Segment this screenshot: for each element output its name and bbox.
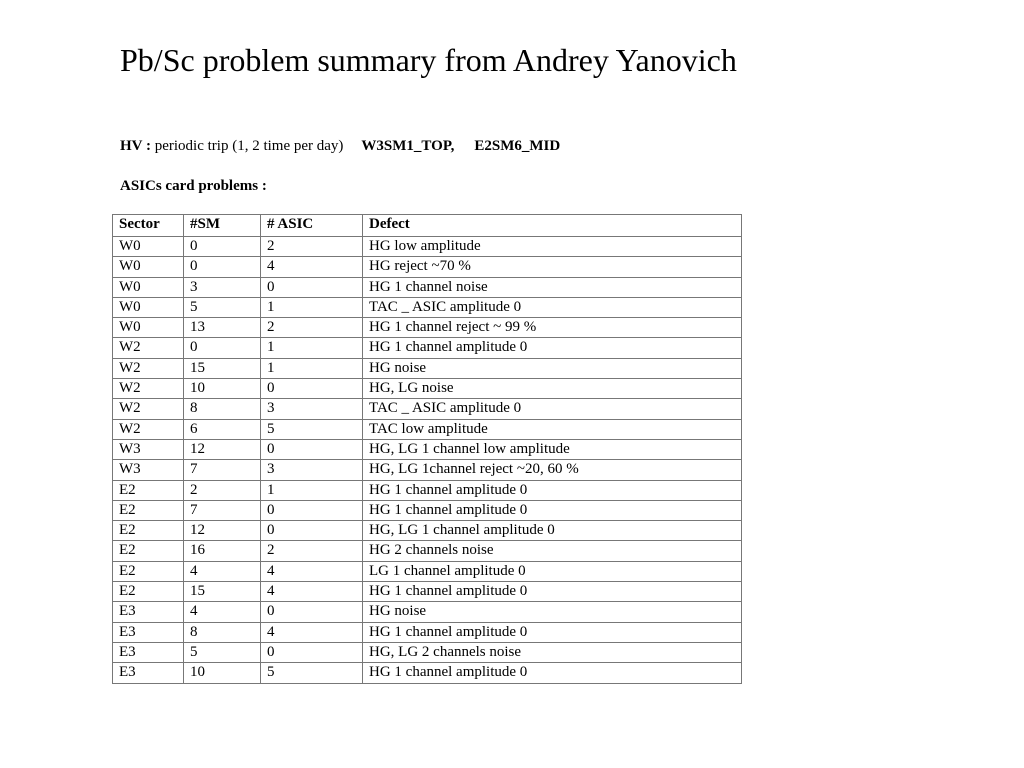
cell-asic: 0: [261, 379, 363, 399]
table-header-row: [113, 215, 742, 237]
cell-sm: 0: [184, 257, 261, 277]
cell-sector: E2: [113, 521, 184, 541]
cell-defect: HG 1 channel amplitude 0: [363, 663, 742, 683]
cell-asic: 3: [261, 460, 363, 480]
table-row: [113, 439, 742, 459]
asic-heading: ASICs card problems :: [120, 178, 267, 194]
cell-asic: 4: [261, 582, 363, 602]
cell-defect: HG noise: [363, 358, 742, 378]
table-row: [113, 379, 742, 399]
cell-sm: 10: [184, 379, 261, 399]
cell-sm: 12: [184, 521, 261, 541]
cell-sector: W3: [113, 439, 184, 459]
cell-sector: E2: [113, 561, 184, 581]
table-row: [113, 561, 742, 581]
cell-sm: 13: [184, 318, 261, 338]
cell-sm: 2: [184, 480, 261, 500]
hv-line: [120, 136, 560, 156]
cell-defect: HG low amplitude: [363, 237, 742, 257]
hv-description: periodic trip (1, 2 time per day): [154, 138, 344, 154]
cell-asic: 0: [261, 521, 363, 541]
cell-defect: HG, LG 1 channel amplitude 0: [363, 521, 742, 541]
cell-sm: 0: [184, 237, 261, 257]
cell-sm: 8: [184, 622, 261, 642]
table-row: [113, 541, 742, 561]
cell-sector: W0: [113, 237, 184, 257]
table-row: [113, 521, 742, 541]
cell-sm: 3: [184, 277, 261, 297]
cell-sector: E3: [113, 663, 184, 683]
table-row: [113, 622, 742, 642]
cell-sm: 15: [184, 582, 261, 602]
table-row: [113, 318, 742, 338]
cell-asic: 1: [261, 358, 363, 378]
cell-defect: HG 1 channel amplitude 0: [363, 338, 742, 358]
hv-module-2: E2SM6_MID: [474, 138, 561, 154]
cell-sm: 7: [184, 500, 261, 520]
cell-sm: 4: [184, 602, 261, 622]
cell-asic: 1: [261, 338, 363, 358]
cell-defect: HG noise: [363, 602, 742, 622]
cell-asic: 3: [261, 399, 363, 419]
cell-defect: TAC _ ASIC amplitude 0: [363, 297, 742, 317]
cell-defect: TAC low amplitude: [363, 419, 742, 439]
cell-asic: 1: [261, 480, 363, 500]
asic-problems-table: [112, 214, 742, 684]
cell-defect: HG, LG 1channel reject ~20, 60 %: [363, 460, 742, 480]
cell-sector: W3: [113, 460, 184, 480]
cell-asic: 0: [261, 602, 363, 622]
table-row: [113, 338, 742, 358]
header-asic: # ASIC: [261, 215, 363, 237]
cell-defect: HG 2 channels noise: [363, 541, 742, 561]
cell-sector: W2: [113, 399, 184, 419]
cell-asic: 2: [261, 318, 363, 338]
cell-sector: E2: [113, 582, 184, 602]
table-row: [113, 460, 742, 480]
table-row: [113, 419, 742, 439]
cell-sector: E2: [113, 480, 184, 500]
cell-sm: 15: [184, 358, 261, 378]
cell-sector: E2: [113, 500, 184, 520]
table-row: [113, 297, 742, 317]
cell-asic: 5: [261, 663, 363, 683]
cell-sm: 5: [184, 642, 261, 662]
cell-sm: 7: [184, 460, 261, 480]
hv-module-1: W3SM1_TOP,: [361, 138, 455, 154]
cell-defect: HG, LG 2 channels noise: [363, 642, 742, 662]
cell-defect: LG 1 channel amplitude 0: [363, 561, 742, 581]
header-sm: #SM: [184, 215, 261, 237]
cell-asic: 2: [261, 541, 363, 561]
cell-sector: W2: [113, 419, 184, 439]
table-row: [113, 500, 742, 520]
page-title: Pb/Sc problem summary from Andrey Yanovich: [120, 42, 737, 78]
cell-defect: HG 1 channel amplitude 0: [363, 582, 742, 602]
hv-label: HV :: [120, 138, 151, 154]
cell-asic: 0: [261, 439, 363, 459]
cell-asic: 0: [261, 642, 363, 662]
cell-defect: HG reject ~70 %: [363, 257, 742, 277]
table-row: [113, 582, 742, 602]
cell-sector: E3: [113, 602, 184, 622]
cell-asic: 4: [261, 622, 363, 642]
cell-asic: 1: [261, 297, 363, 317]
table-row: [113, 642, 742, 662]
cell-sector: E3: [113, 622, 184, 642]
cell-sm: 6: [184, 419, 261, 439]
cell-asic: 0: [261, 500, 363, 520]
cell-asic: 4: [261, 561, 363, 581]
cell-sm: 5: [184, 297, 261, 317]
table-row: [113, 663, 742, 683]
cell-sector: E3: [113, 642, 184, 662]
cell-sector: W0: [113, 318, 184, 338]
header-defect: Defect: [363, 215, 742, 237]
table-row: [113, 277, 742, 297]
table-row: [113, 602, 742, 622]
cell-sm: 10: [184, 663, 261, 683]
table-row: [113, 257, 742, 277]
cell-sm: 8: [184, 399, 261, 419]
cell-defect: TAC _ ASIC amplitude 0: [363, 399, 742, 419]
cell-sm: 0: [184, 338, 261, 358]
cell-defect: HG 1 channel amplitude 0: [363, 622, 742, 642]
cell-asic: 2: [261, 237, 363, 257]
table-row: [113, 399, 742, 419]
cell-defect: HG 1 channel noise: [363, 277, 742, 297]
cell-asic: 5: [261, 419, 363, 439]
cell-sector: W2: [113, 338, 184, 358]
table-row: [113, 237, 742, 257]
cell-defect: HG, LG 1 channel low amplitude: [363, 439, 742, 459]
table-row: [113, 480, 742, 500]
cell-sector: W2: [113, 358, 184, 378]
cell-sector: W0: [113, 277, 184, 297]
cell-defect: HG 1 channel amplitude 0: [363, 480, 742, 500]
cell-sector: E2: [113, 541, 184, 561]
cell-sector: W0: [113, 297, 184, 317]
cell-sector: W2: [113, 379, 184, 399]
cell-defect: HG 1 channel amplitude 0: [363, 500, 742, 520]
header-sector: Sector: [113, 215, 184, 237]
cell-sm: 12: [184, 439, 261, 459]
cell-asic: 4: [261, 257, 363, 277]
cell-asic: 0: [261, 277, 363, 297]
table-body: [113, 237, 742, 684]
cell-sector: W0: [113, 257, 184, 277]
cell-sm: 4: [184, 561, 261, 581]
cell-defect: HG, LG noise: [363, 379, 742, 399]
table-row: [113, 358, 742, 378]
cell-sm: 16: [184, 541, 261, 561]
cell-defect: HG 1 channel reject ~ 99 %: [363, 318, 742, 338]
